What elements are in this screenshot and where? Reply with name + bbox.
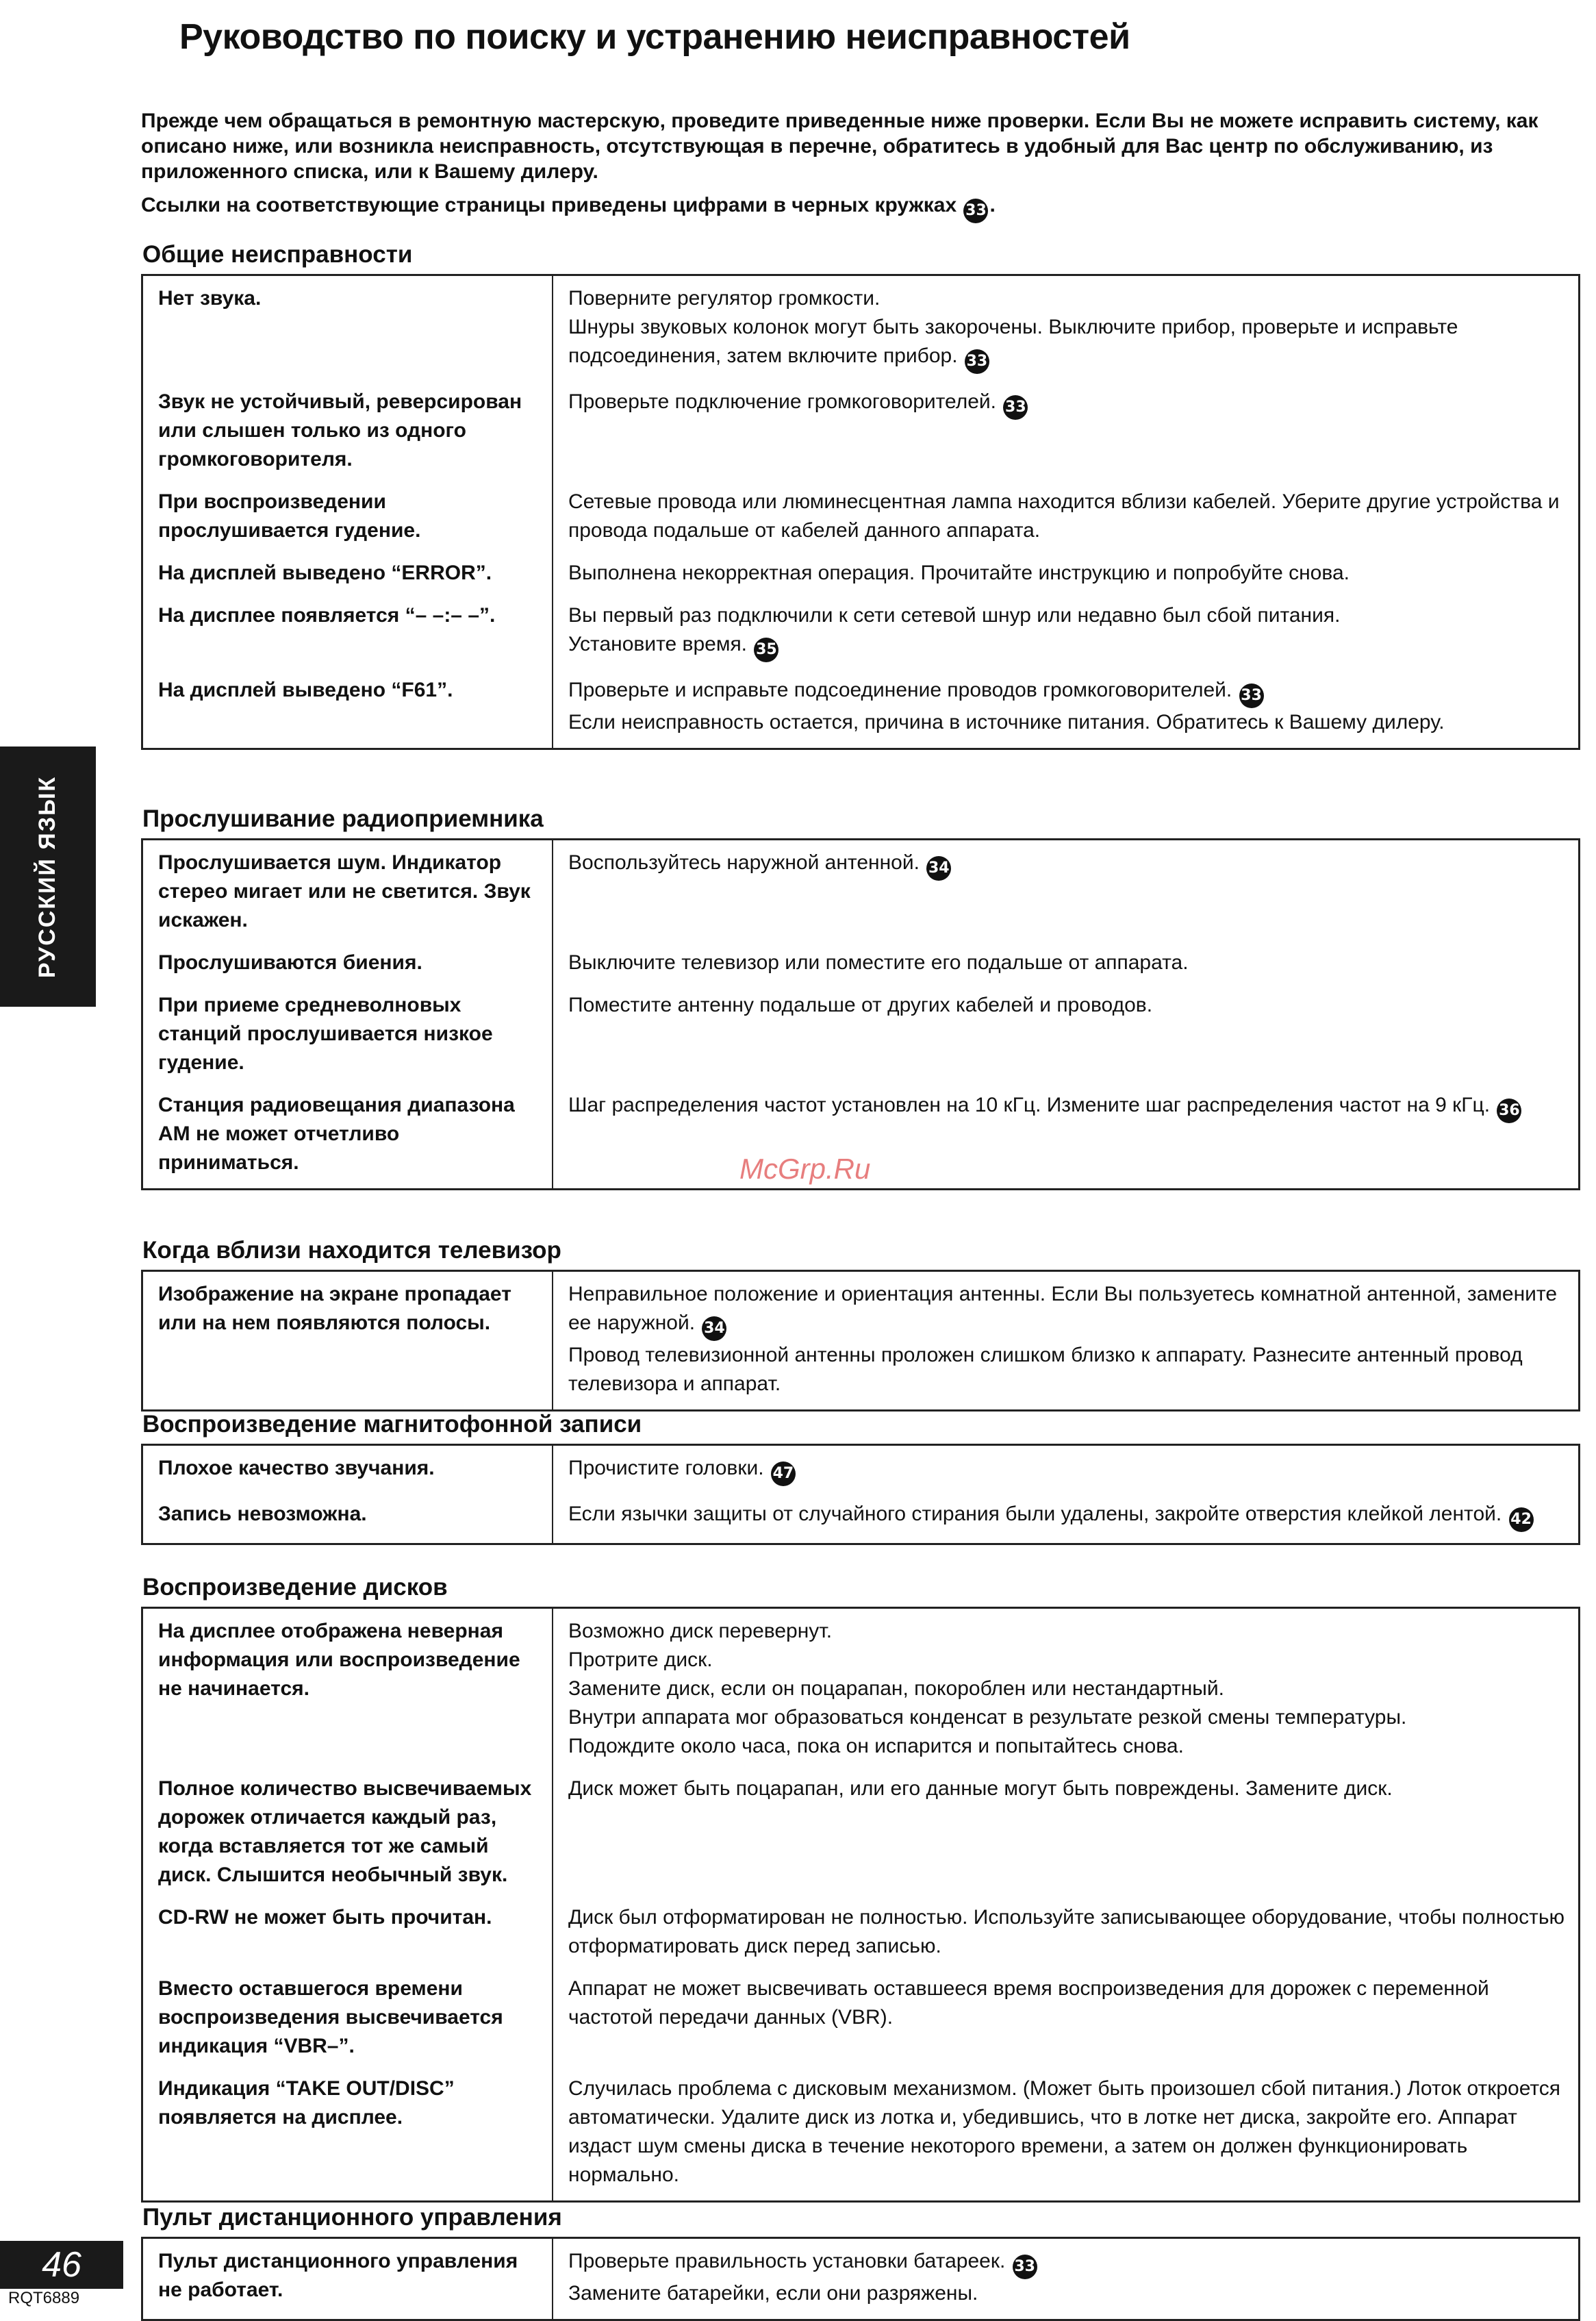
- remedy-line: [568, 1500, 1566, 1532]
- remedy-line: [568, 1974, 1566, 2032]
- fault-table: [141, 1607, 1580, 2203]
- remedy-line: [568, 849, 1566, 881]
- fault-row: [142, 672, 1580, 749]
- remedy-text: Внутри аппарата мог образоваться конденсат в результате резкой смены температуры.: [568, 1706, 1407, 1729]
- intro-refs-end: .: [989, 194, 996, 216]
- section-general: [141, 241, 1580, 750]
- remedy: [553, 987, 1580, 1087]
- remedy-line: [568, 949, 1566, 977]
- remedy: [553, 1271, 1580, 1411]
- remedy-text: Неправильное положение и ориентация антенны. Если Вы пользуетесь комнатной антенной, замените ее наружной.: [568, 1283, 1558, 1334]
- remedy-line: [568, 284, 1566, 313]
- remedy-line: [568, 708, 1566, 737]
- fault-row: [142, 1770, 1580, 1899]
- remedy-text: Проверьте правильность установки батареек.: [568, 2250, 1006, 2272]
- remedy-text: Выключите телевизор или поместите его подальше от аппарата.: [568, 951, 1189, 974]
- remedy-text: Замените диск, если он поцарапан, покороблен или нестандартный.: [568, 1677, 1224, 1700]
- symptom: Индикация “TAKE OUT/DISC” появляется на дисплее.: [142, 2070, 553, 2202]
- remedy-text: Сетевые провода или люминесцентная лампа находится вблизи кабелей. Уберите другие устройства и провода подальше от кабелей данного аппарата.: [568, 490, 1560, 542]
- fault-row: [142, 597, 1580, 672]
- symptom: CD-RW не может быть прочитан.: [142, 1899, 553, 1970]
- remedy-line: [568, 559, 1566, 588]
- fault-row: [142, 944, 1580, 987]
- remedy-line: [568, 1774, 1566, 1803]
- remedy: [553, 1970, 1580, 2070]
- symptom: Звук не устойчивый, реверсирован или слышен только из одного громкоговорителя.: [142, 384, 553, 484]
- fault-row: [142, 840, 1580, 945]
- remedy-text: Диск был отформатирован не полностью. Используйте записывающее оборудование, чтобы полностью отформатировать диск перед записью.: [568, 1906, 1565, 1957]
- remedy: [553, 1496, 1580, 1544]
- remedy-text: Протрите диск.: [568, 1648, 713, 1671]
- section-title: Прослушивание радиоприемника: [142, 805, 544, 832]
- remedy-line: [568, 1617, 1566, 1646]
- remedy-line: [568, 1903, 1566, 1961]
- remedy-text: Поверните регулятор громкости.: [568, 287, 881, 310]
- symptom: Полное количество высвечиваемых дорожек отличается каждый раз, когда вставляется тот же самый диск. Слышится необычный звук.: [142, 1770, 553, 1899]
- remedy: [553, 944, 1580, 987]
- intro-refs: [141, 192, 1586, 223]
- symptom: На дисплее появляется “– –:– –”.: [142, 597, 553, 672]
- remedy-text: Аппарат не может высвечивать оставшееся время воспроизведения для дорожек с переменной частотой передачи данных (VBR).: [568, 1977, 1489, 2029]
- section-title: Воспроизведение дисков: [142, 1574, 448, 1601]
- section-discs: [141, 1574, 1580, 2203]
- section-remote: [141, 2204, 1580, 2321]
- symptom: При воспроизведении прослушивается гудение.: [142, 484, 553, 555]
- remedy-line: [568, 488, 1566, 545]
- symptom: Станция радиовещания диапазона AM не может отчетливо приниматься.: [142, 1087, 553, 1190]
- remedy-line: [568, 601, 1566, 630]
- remedy-line: [568, 1646, 1566, 1674]
- model-code: RQT6889: [8, 2289, 80, 2307]
- fault-row: [142, 987, 1580, 1087]
- remedy: [553, 1899, 1580, 1970]
- remedy-text: Шаг распределения частот установлен на 10 кГц. Измените шаг распределения частот на 9 кГц.: [568, 1094, 1491, 1116]
- intro-refs-text: Ссылки на соответствующие страницы приведены цифрами в черных кружках: [141, 194, 957, 216]
- fault-row: [142, 275, 1580, 384]
- remedy-line: [568, 1091, 1566, 1123]
- remedy: [553, 384, 1580, 484]
- remedy: [553, 275, 1580, 384]
- page-title: Руководство по поиску и устранению неисправностей: [179, 17, 1130, 57]
- page-ref-icon: 33: [1003, 395, 1028, 420]
- watermark: McGrp.Ru: [739, 1153, 871, 1185]
- remedy: [553, 840, 1580, 945]
- remedy-line: [568, 388, 1566, 420]
- remedy-text: Воспользуйтесь наружной антенной.: [568, 851, 920, 874]
- fault-table: [141, 274, 1580, 750]
- remedy: [553, 1608, 1580, 1771]
- remedy: [553, 1770, 1580, 1899]
- remedy-line: [568, 630, 1566, 662]
- section-title: Когда вблизи находится телевизор: [142, 1237, 561, 1264]
- remedy: [553, 1445, 1580, 1496]
- section-radio: [141, 805, 1580, 1190]
- page-ref-icon: 33: [965, 349, 989, 374]
- remedy-line: [568, 1341, 1566, 1398]
- symptom: На дисплее отображена неверная информация или воспроизведение не начинается.: [142, 1608, 553, 1771]
- remedy: [553, 484, 1580, 555]
- remedy-text: Подождите около часа, пока он испарится и попытайтесь снова.: [568, 1735, 1184, 1757]
- page-ref-icon: 33: [1239, 683, 1264, 708]
- page-ref-icon: 42: [1509, 1507, 1534, 1532]
- fault-row: [142, 1970, 1580, 2070]
- symptom: Нет звука.: [142, 275, 553, 384]
- remedy-text: Вы первый раз подключили к сети сетевой шнур или недавно был сбой питания.: [568, 604, 1341, 627]
- fault-table: [141, 1270, 1580, 1412]
- page-ref-icon: 34: [702, 1316, 726, 1341]
- symptom: При приеме средневолновых станций прослушивается низкое гудение.: [142, 987, 553, 1087]
- page-ref-icon: 34: [926, 856, 951, 881]
- page-ref-icon: 33: [1013, 2255, 1037, 2279]
- remedy-text: Диск может быть поцарапан, или его данные могут быть повреждены. Замените диск.: [568, 1777, 1393, 1800]
- remedy: [553, 2070, 1580, 2202]
- symptom: На дисплей выведено “ERROR”.: [142, 555, 553, 597]
- remedy: [553, 672, 1580, 749]
- remedy-text: Возможно диск перевернут.: [568, 1620, 833, 1642]
- fault-row: [142, 1445, 1580, 1496]
- remedy-text: Замените батарейки, если они разряжены.: [568, 2282, 978, 2305]
- remedy-text: Провод телевизионной антенны проложен слишком близко к аппарату. Разнесите антенный провод телевизора и аппарат.: [568, 1344, 1523, 1395]
- remedy-line: [568, 2247, 1566, 2279]
- page-number: 46: [0, 2241, 123, 2289]
- language-tab-label: РУССКИЙ ЯЗЫК: [34, 775, 61, 978]
- fault-table: [141, 1444, 1580, 1545]
- fault-row: [142, 1899, 1580, 1970]
- fault-row: [142, 1496, 1580, 1544]
- symptom: Прослушивается шум. Индикатор стерео мигает или не светится. Звук искажен.: [142, 840, 553, 945]
- fault-row: [142, 484, 1580, 555]
- remedy-line: [568, 1703, 1566, 1732]
- remedy-text: Шнуры звуковых колонок могут быть закорочены. Выключите прибор, проверьте и исправьте подсоединения, затем включите прибор.: [568, 316, 1458, 367]
- remedy: [553, 555, 1580, 597]
- remedy: [553, 597, 1580, 672]
- symptom: Пульт дистанционного управления не работает.: [142, 2238, 553, 2320]
- remedy-line: [568, 1674, 1566, 1703]
- remedy-line: [568, 313, 1566, 374]
- remedy-text: Если неисправность остается, причина в источнике питания. Обратитесь к Вашему дилеру.: [568, 711, 1445, 733]
- page-ref-icon: 47: [771, 1461, 796, 1486]
- remedy-line: [568, 1454, 1566, 1486]
- symptom: Плохое качество звучания.: [142, 1445, 553, 1496]
- page-ref-icon: 35: [754, 638, 778, 662]
- fault-row: [142, 555, 1580, 597]
- section-tape: [141, 1411, 1580, 1545]
- remedy-text: Поместите антенну подальше от других кабелей и проводов.: [568, 994, 1153, 1016]
- fault-row: [142, 2238, 1580, 2320]
- section-title: Воспроизведение магнитофонной записи: [142, 1411, 642, 1438]
- remedy-line: [568, 991, 1566, 1020]
- remedy-text: Случилась проблема с дисковым механизмом. (Может быть произошел сбой питания.) Лоток откроется автоматически. Удалите диск из лотка и, убедившись, что в лотке нет диска, закройте его. Аппарат издаст шум смены диска в течение некоторого времени, а затем он должен функционировать нормально.: [568, 2077, 1561, 2186]
- remedy-text: Проверьте и исправьте подсоединение проводов громкоговорителей.: [568, 679, 1232, 701]
- remedy-text: Выполнена некорректная операция. Прочитайте инструкцию и попробуйте снова.: [568, 562, 1350, 584]
- fault-row: [142, 2070, 1580, 2202]
- symptom: На дисплей выведено “F61”.: [142, 672, 553, 749]
- symptom: Изображение на экране пропадает или на нем появляются полосы.: [142, 1271, 553, 1411]
- section-title: Общие неисправности: [142, 241, 413, 268]
- fault-row: [142, 384, 1580, 484]
- remedy-text: Прочистите головки.: [568, 1457, 764, 1479]
- remedy-text: Установите время.: [568, 633, 748, 655]
- page-ref-icon: 36: [1497, 1099, 1521, 1123]
- language-tab: [0, 747, 96, 1007]
- fault-row: [142, 1271, 1580, 1411]
- section-title: Пульт дистанционного управления: [142, 2204, 562, 2231]
- remedy-line: [568, 1280, 1566, 1341]
- fault-table: [141, 2237, 1580, 2321]
- remedy-line: [568, 2279, 1566, 2308]
- fault-table: [141, 838, 1580, 1190]
- symptom: Прослушиваются биения.: [142, 944, 553, 987]
- remedy-text: Проверьте подключение громкоговорителей.: [568, 390, 997, 413]
- intro: [141, 108, 1586, 223]
- remedy: [553, 2238, 1580, 2320]
- page-ref-icon: 33: [963, 199, 988, 223]
- remedy: [553, 1087, 1580, 1190]
- symptom: Вместо оставшегося времени воспроизведения высвечивается индикация “VBR–”.: [142, 1970, 553, 2070]
- fault-row: [142, 1608, 1580, 1771]
- intro-text: Прежде чем обращаться в ремонтную мастерскую, проведите приведенные ниже проверки. Если Вы не можете исправить систему, как описано ниже, или возникла неисправность, отсутствующая в перечне, обратитесь в удобный для Вас центр по обслуживанию, из приложенного списка, или к Вашему дилеру.: [141, 110, 1538, 183]
- remedy-text: Если язычки защиты от случайного стирания были удалены, закройте отверстия клейкой лентой.: [568, 1503, 1502, 1525]
- remedy-line: [568, 1732, 1566, 1761]
- remedy-line: [568, 2074, 1566, 2190]
- symptom: Запись невозможна.: [142, 1496, 553, 1544]
- remedy-line: [568, 676, 1566, 708]
- section-tv: [141, 1237, 1580, 1412]
